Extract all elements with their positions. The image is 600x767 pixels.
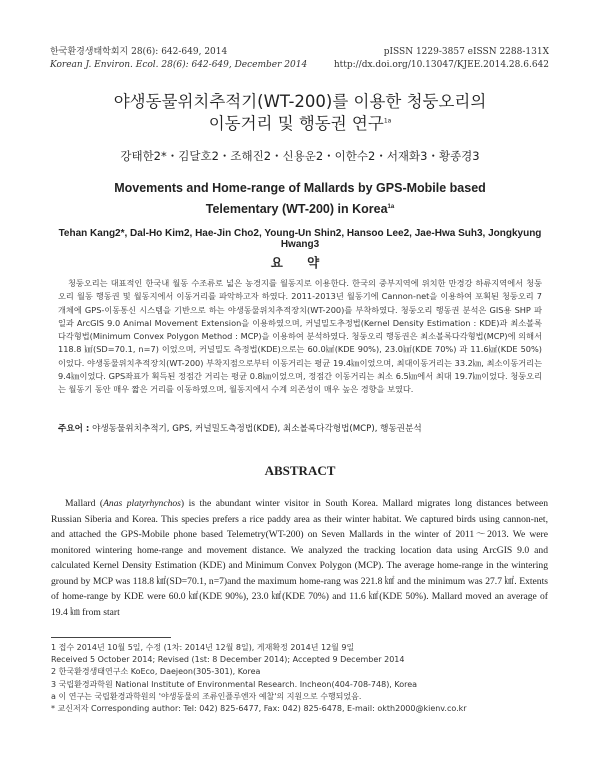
abstract-english-text: [51, 496, 548, 620]
abstract-korean-text: 청둥오리는 대표적인 한국내 월동 수조류로 넓은 농경지를 월동지로 이용한다. 한국의 중부지역에 위치한 만경강 하류지역에서 청둥오리 월동 행동권 및 월동지에서 이동거리를 파악하고자 하였다. 2011-2013년 월동기에 Cannon-net을 이용하여 포획된 청둥오리 7개체에 GPS-이동통신 시스템을 기반으로 하는 야생동물위치추적장치(WT-200)를 부착하였다. 청둥오리 행동권 분석은 GIS용 SHP 파일과 ArcGIS 9.0 Animal Movement Extension을 이용하였으며, 커널밀도추정법(Kernel Density Estimation : KDE)과 최소볼록다각형법(Minimum Convex Polygon Method : MCP)을 이용하여 분석하였다. 청둥오리 행동권은 최소볼록다각형법(MCP)에 의해서 118.8 ㎢(SD=70.1, n=7) 이었으며, 커널밀도 측정법(KDE)으로는 60.0㎢(KDE 90%), 23.0㎢(KDE 70%) 과 11.6㎢(KDE 50%)이었다. 야생동물위치추적장치(WT-200) 부착지점으로부터 이동거리는 평균 19.4㎞이었으며, 최대이동거리는 33.2㎞, 최소이동거리는 9.4㎞이었다. GPS좌표가 획득된 정점간 거리는 평균 0.8㎞이었으며, 정점간 이동거리는 최소 6.5㎞에서 최대 19.7㎞이었다. 청둥오리는 월동기 동안 매우 짧은 거리를 이동하였으며, 월동지에서 수계 의존성이 매우 높은 경향을 보였다.: [58, 278, 542, 395]
journal-name-ko: 한국환경생태학회지 28(6): 642-649, 2014: [50, 47, 228, 57]
abstract-english-heading: ABSTRACT: [264, 463, 336, 478]
title-english-line1: Movements and Home-range of Mallards by GPS-Mobile based: [114, 181, 486, 195]
footnote-item: * 교신저자 Corresponding author: Tel: 042) 825-6477, Fax: 042) 825-6478, E-mail: okth2000@kienv.co.kr: [51, 704, 467, 714]
journal-header-right: [334, 46, 549, 72]
keywords-text: 야생동물위치추적기, GPS, 커널밀도측정법(KDE), 최소볼록다각형법(MCP), 행동권분석: [92, 424, 422, 434]
footnote-item: 2 한국환경생태연구소 KoEco, Daejeon(305-301), Korea: [51, 667, 261, 677]
title-english: [40, 178, 560, 220]
abstract-english-part2: ) is the abundant winter visitor in South Korea. Mallard migrates long distances between Russian Siberia and Korea. This species prefers a rice paddy area as their winter habitat. We captured birds using cannon-net, and attached the GPS-Mobile phone based Telemetry(WT-200) on Seven Mallards in the winter of 2011～2013. We were monitored wintering home-range and movement distance. We analyzed the tracking location data using ArcGIS 9.0 and calculated Kernel Density Estimation (KDE) and Minimum Convex Polygon (MCP). The average home-range in the wintering ground by MCP was 118.8 ㎢(SD=70.1, n=7)and the maximum home-rang was 221.8 ㎢ and the minimum was 27.7 ㎢. Extents of home-range by KDE were 60.0 ㎢(KDE 90%), 23.0 ㎢(KDE 70%) and 11.6 ㎢(KDE 50%). Mallard moved an average of 19.4 ㎞ from start: [51, 498, 548, 618]
keywords-label: 주요어 :: [58, 424, 90, 434]
issn: pISSN 1229-3857 eISSN 2288-131X: [383, 47, 549, 57]
authors-english: Tehan Kang2*, Dal-Ho Kim2, Hae-Jin Cho2, Young-Un Shin2, Hansoo Lee2, Jae-Hwa Suh3, Jongkyung Hwang3: [58, 228, 542, 250]
abstract-english-part1: Mallard (: [65, 498, 104, 509]
journal-name-en: Korean J. Environ. Ecol. 28(6): 642-649, December 2014: [50, 60, 308, 70]
abstract-korean-heading: 요 약: [270, 255, 330, 270]
footnote-item: 3 국립환경과학원 National Institute of Environmental Research. Incheon(404-708-748), Korea: [51, 679, 418, 689]
title-english-line2: Telementary (WT-200) in Korea: [205, 202, 388, 216]
title-korean-line2: 이동거리 및 행동권 연구: [208, 114, 384, 133]
footnote-item: Received 5 October 2014; Revised (1st: 8 December 2014); Accepted 9 December 2014: [51, 655, 405, 665]
keywords: [58, 422, 560, 434]
footnotes: [51, 642, 560, 715]
doi-link[interactable]: http://dx.doi.org/10.13047/KJEE.2014.28.6.642: [333, 60, 549, 70]
footnote-item: 1 접수 2014년 10월 5일, 수정 (1차: 2014년 12월 8일), 게재확정 2014년 12월 9일: [51, 643, 355, 652]
title-korean-line1: 야생동물위치추적기(WT-200)를 이용한 청둥오리의: [113, 92, 487, 111]
title-english-mark: 1a: [387, 203, 395, 210]
footnote-item: a 이 연구는 국립환경과학원의 '야생동물의 조류인플루엔자 예찰'의 지원으로 수행되었음.: [51, 691, 362, 701]
title-korean: [40, 91, 560, 135]
journal-header-left: [50, 46, 307, 72]
footnote-divider: [51, 637, 171, 638]
species-name: Anas platyrhynchos: [103, 498, 181, 509]
title-korean-mark: 1a: [383, 117, 392, 125]
authors-korean: 강태한2*・김달호2・조해진2・신용운2・이한수2・서재화3・황종경3: [120, 149, 480, 163]
